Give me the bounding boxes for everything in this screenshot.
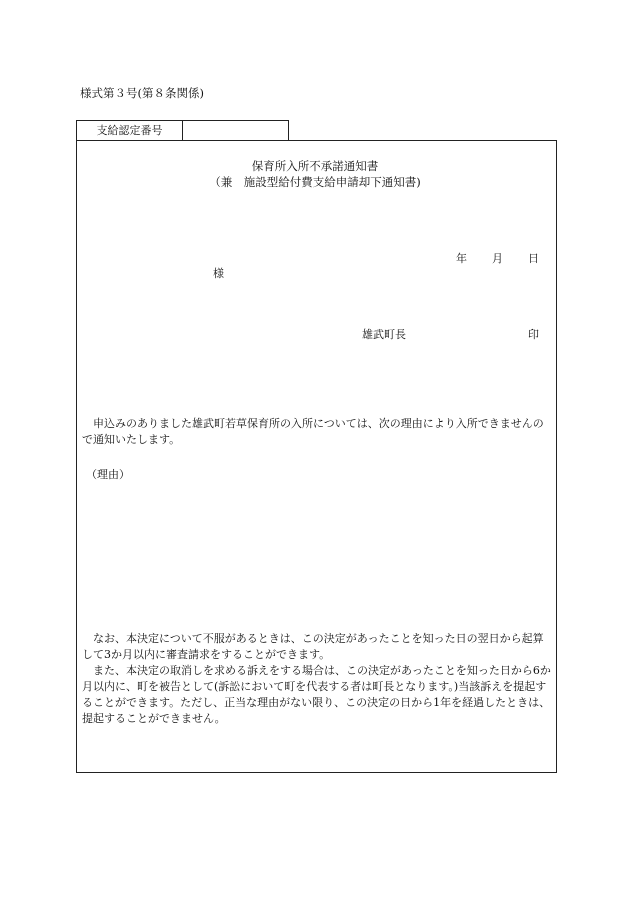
document-title: 保育所入所不承諾通知書 [251,159,379,173]
certification-number-value [183,121,288,141]
date-year: 年 [456,252,467,265]
body-text: 申込みのありました雄武町若草保育所の入所については、次の理由により入所できませんので通知いたします。 [82,417,544,446]
certification-number-box [76,120,289,141]
notes-section [82,631,552,727]
recipient-honorific: 様 [213,267,224,280]
seal-mark: 印 [528,328,539,341]
date-month: 月 [492,252,503,265]
lawsuit-note: また、本決定の取消しを求める訴えをする場合は、この決定があったことを知った日から6か月以内に、町を被告として(訴訟において町を代表する者は町長となります。)当該訴えを提起することができます。ただし、正当な理由がない限り、この決定の日から1年を経過したときは、提起することができません。 [82,664,551,725]
issuer-title: 雄武町長 [362,328,406,341]
reason-label: （理由） [86,468,130,481]
certification-number-label: 支給認定番号 [77,121,183,141]
appeal-note: なお、本決定について不服があるときは、この決定があったことを知った日の翌日から起算して3か月以内に審査請求をすることができます。 [82,632,544,661]
document-subtitle: （兼 施設型給付費支給申請却下通知書) [209,175,421,189]
form-number: 様式第３号(第８条関係) [80,86,204,100]
date-day: 日 [528,252,539,265]
